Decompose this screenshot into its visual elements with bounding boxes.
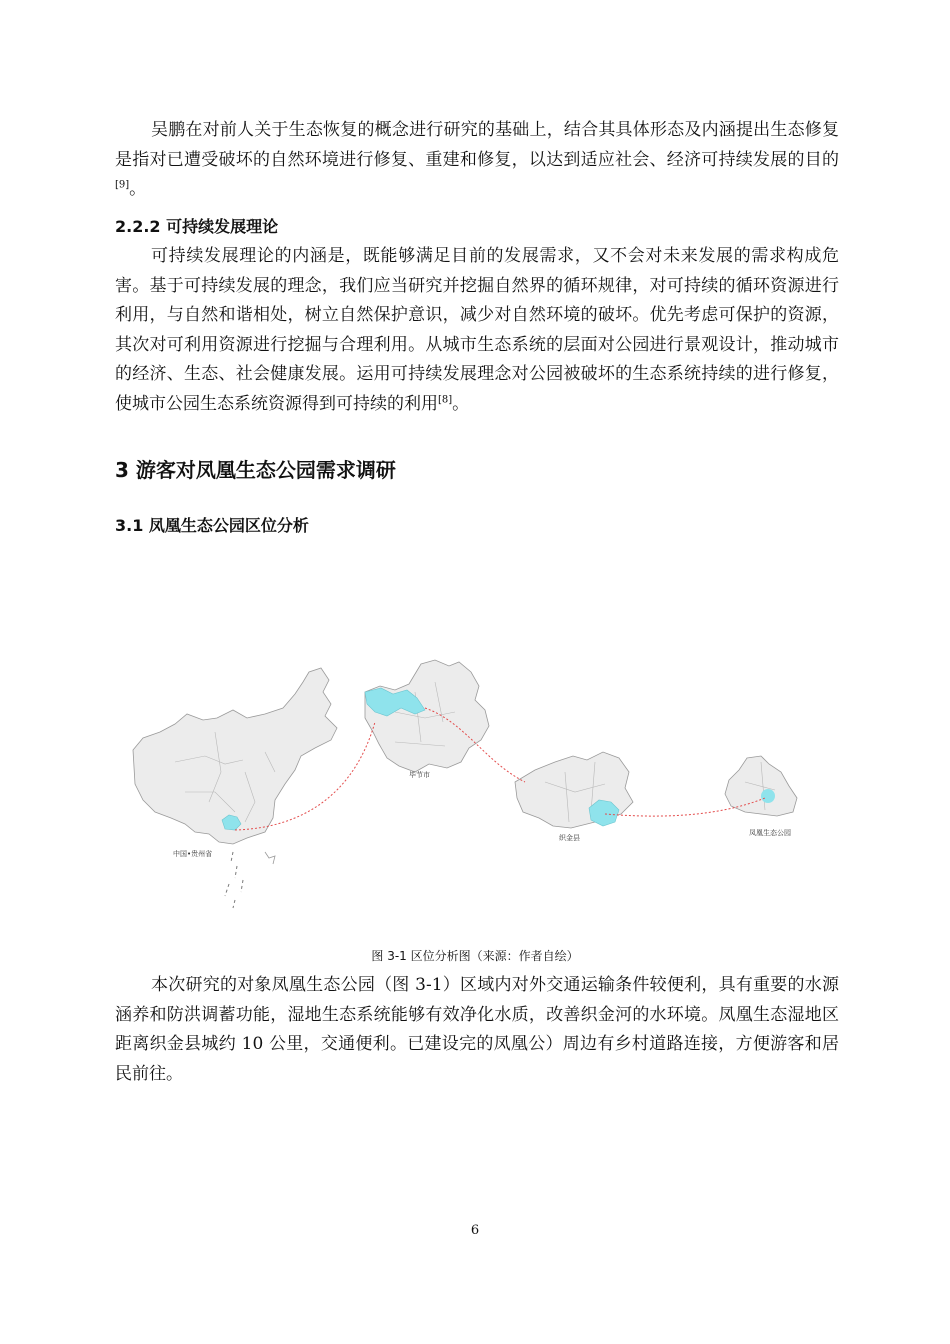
paragraph-sustainable-development: 可持续发展理论的内涵是，既能够满足目前的发展需求，又不会对未来发展的需求构成危害。基于可持续发展的理念，我们应当研究并挖掘自然界的循环规律，对可持续的循环资源进行利用，与自然和谐相处，树立自然保护意识，减少对自然环境的破坏。优先考虑可保护的资源，其次对可利用资源进行挖掘与合理利用。从城市生态系统的层面对公园进行景观设计，推动城市的经济、生态、社会健康发展。运用可持续发展理念对公园被破坏的生态系统持续的进行修复，使城市公园生态系统资源得到可持续的利用[8]。 <box>115 246 839 414</box>
park-marker <box>761 789 775 803</box>
section-heading-2-2-2: 2.2.2 可持续发展理论 <box>115 217 279 236</box>
citation-8: [8] <box>438 393 453 405</box>
label-zhijin: 织金县 <box>559 834 580 842</box>
china-map <box>133 668 337 908</box>
label-china-guizhou: 中国•贵州省 <box>173 850 213 858</box>
chapter-heading-3: 3 游客对凤凰生态公园需求调研 <box>115 458 396 482</box>
section-heading-3-1: 3.1 凤凰生态公园区位分析 <box>115 516 309 535</box>
paragraph-ecological-restoration: 吴鹏在对前人关于生态恢复的概念进行研究的基础上，结合其具体形态及内涵提出生态修复是指对已遭受破坏的自然环境进行修复、重建和修复，以达到适应社会、经济可持续发展的目的[9]。 <box>115 120 839 199</box>
paragraph-site-location: 本次研究的对象凤凰生态公园（图 3-1）区域内对外交通运输条件较便利，具有重要的水源涵养和防洪调蓄功能，湿地生态系统能够有效净化水质，改善织金河的水环境。凤凰生态湿地区距离织金县城约 10 公里，交通便利。已建设完的凤凰公）周边有乡村道路连接，方便游客和居民前往。 <box>115 975 839 1084</box>
zhijin-map <box>725 756 797 837</box>
label-phoenix-park: 凤凰生态公园 <box>749 829 791 837</box>
bijie-map <box>515 752 633 842</box>
page-number: 6 <box>470 1223 480 1238</box>
label-bijie: 毕节市 <box>409 771 430 779</box>
guizhou-map <box>365 660 489 779</box>
location-analysis-map <box>125 652 825 914</box>
figure-caption: 图 3-1 区位分析图（来源：作者自绘） <box>371 949 579 963</box>
citation-9: [9] <box>115 179 130 191</box>
